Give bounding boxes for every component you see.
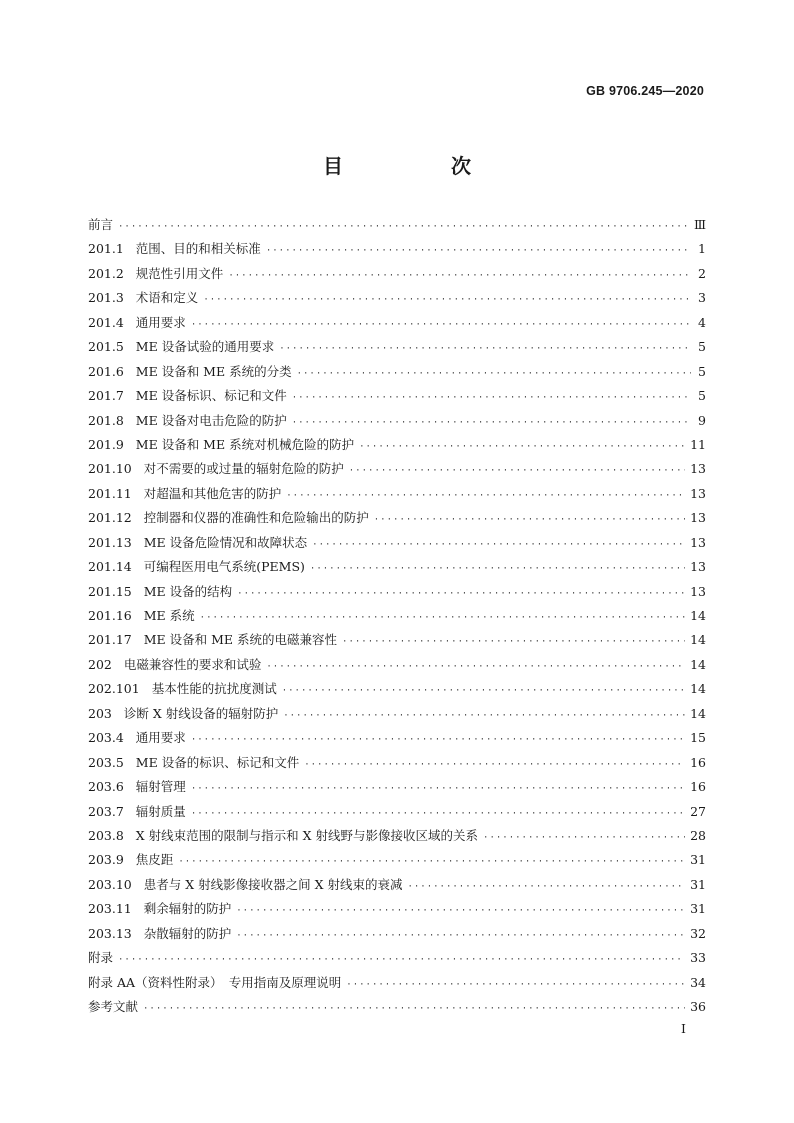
toc-entry[interactable] bbox=[88, 946, 706, 970]
toc-leader-dots bbox=[346, 973, 685, 997]
toc-entry-label bbox=[88, 897, 231, 921]
standard-code: GB 9706.245—2020 bbox=[586, 84, 704, 98]
toc-entry-label bbox=[88, 751, 299, 775]
toc-entry-title: X 射线束范围的限制与指示和 X 射线野与影像接收区域的关系 bbox=[135, 827, 479, 843]
toc-entry-page: 11 bbox=[690, 436, 706, 452]
toc-entry-title: 通用要求 bbox=[135, 314, 186, 330]
toc-entry[interactable] bbox=[88, 384, 706, 408]
toc-entry-title: 前言 bbox=[88, 217, 114, 232]
toc-entry-page: 32 bbox=[690, 925, 706, 941]
toc-entry-label bbox=[88, 726, 186, 750]
toc-entry-page: 5 bbox=[698, 339, 706, 355]
toc-leader-dots bbox=[228, 264, 691, 288]
toc-entry-label bbox=[88, 262, 223, 286]
toc-leader-dots bbox=[266, 239, 691, 263]
toc-entry-title: ME 设备危险情况和故障状态 bbox=[143, 534, 308, 550]
toc-entry-page: 13 bbox=[690, 510, 706, 526]
toc-entry[interactable] bbox=[88, 433, 706, 457]
toc-leader-dots bbox=[304, 753, 685, 777]
toc-entry-page: 16 bbox=[690, 779, 706, 795]
toc-leader-dots bbox=[203, 288, 691, 312]
toc-entry-label bbox=[88, 335, 274, 359]
toc-entry-number: 201.2 bbox=[88, 265, 124, 281]
toc-entry[interactable] bbox=[88, 922, 706, 946]
toc-entry-label bbox=[88, 286, 198, 310]
toc-entry-title: 患者与 X 射线影像接收器之间 X 射线束的衰减 bbox=[143, 876, 403, 892]
toc-leader-dots bbox=[342, 630, 685, 654]
toc-entry-title: 焦皮距 bbox=[135, 852, 174, 868]
toc-entry[interactable] bbox=[88, 726, 706, 750]
toc-leader-dots bbox=[292, 386, 691, 410]
toc-entry-title: 辐射管理 bbox=[135, 779, 186, 795]
toc-entry-page: 1 bbox=[698, 241, 706, 257]
toc-entry-page: 14 bbox=[690, 705, 706, 721]
toc-entry-number: 201.4 bbox=[88, 314, 124, 330]
toc-entry-page: 13 bbox=[690, 461, 706, 477]
toc-entry-number: 201.16 bbox=[88, 608, 132, 623]
toc-entry-page: 27 bbox=[690, 803, 706, 819]
toc-entry-label bbox=[88, 971, 341, 995]
toc-entry-title: 控制器和仪器的准确性和危险输出的防护 bbox=[143, 510, 369, 526]
toc-entry-title: 杂散辐射的防护 bbox=[143, 925, 232, 941]
toc-entry-number: 201.14 bbox=[88, 559, 132, 575]
toc-leader-dots bbox=[143, 997, 685, 1021]
toc-entry-page: 9 bbox=[698, 412, 706, 428]
toc-entry-page: 34 bbox=[690, 974, 706, 990]
toc-entry-label bbox=[88, 628, 337, 652]
toc-entry-title: ME 设备标识、标记和文件 bbox=[135, 388, 287, 404]
toc-entry-label bbox=[88, 922, 231, 946]
toc-leader-dots bbox=[236, 924, 685, 948]
toc-entry-number: 201.8 bbox=[88, 412, 124, 428]
toc-entry-title: ME 设备的标识、标记和文件 bbox=[135, 754, 300, 770]
toc-entry-number: 201.5 bbox=[88, 339, 124, 355]
toc-entry-title: 可编程医用电气系统(PEMS) bbox=[143, 559, 305, 575]
toc-leader-dots bbox=[297, 362, 691, 386]
toc-entry-title: 诊断 X 射线设备的辐射防护 bbox=[123, 705, 279, 721]
toc-leader-dots bbox=[310, 557, 685, 581]
toc-entry[interactable] bbox=[88, 702, 706, 726]
toc-entry[interactable] bbox=[88, 262, 706, 286]
toc-entry[interactable] bbox=[88, 848, 706, 872]
toc-entry-label bbox=[88, 506, 369, 530]
toc-entry-title: ME 设备的结构 bbox=[143, 583, 233, 599]
toc-entry-label bbox=[88, 555, 305, 579]
toc-entry-number: 201.12 bbox=[88, 510, 132, 526]
toc-entry-title: ME 设备和 ME 系统的分类 bbox=[135, 363, 292, 379]
toc-entry-label bbox=[88, 824, 478, 848]
toc-leader-dots bbox=[283, 704, 685, 728]
toc-entry[interactable] bbox=[88, 237, 706, 261]
toc-entry-label bbox=[88, 775, 186, 799]
toc-entry[interactable] bbox=[88, 677, 706, 701]
toc-entry-title: ME 设备对电击危险的防护 bbox=[135, 412, 287, 428]
toc-entry-label bbox=[88, 213, 113, 237]
toc-entry[interactable] bbox=[88, 335, 706, 359]
toc-entry-page: 5 bbox=[698, 388, 706, 404]
toc-entry-label bbox=[88, 702, 278, 726]
toc-entry[interactable] bbox=[88, 873, 706, 897]
toc-entry[interactable] bbox=[88, 457, 706, 481]
toc-entry-page: 14 bbox=[690, 608, 706, 623]
toc-entry[interactable] bbox=[88, 311, 706, 335]
toc-entry-label bbox=[88, 873, 402, 897]
toc-entry-number: 201.17 bbox=[88, 632, 132, 648]
toc-leader-dots bbox=[118, 948, 685, 972]
toc-entry-title: 基本性能的抗扰度测试 bbox=[151, 681, 277, 697]
toc-leader-dots bbox=[191, 802, 685, 826]
toc-leader-dots bbox=[191, 313, 691, 337]
toc-entry-title: ME 设备试验的通用要求 bbox=[135, 339, 275, 355]
toc-leader-dots bbox=[200, 606, 685, 630]
toc-leader-dots bbox=[374, 508, 685, 532]
toc-entry-label bbox=[88, 409, 287, 433]
toc-entry-label bbox=[88, 580, 232, 604]
toc-leader-dots bbox=[191, 777, 685, 801]
toc-entry[interactable] bbox=[88, 213, 706, 237]
toc-entry-label bbox=[88, 800, 186, 824]
toc-entry-title: 附录 AA（资料性附录） 专用指南及原理说明 bbox=[88, 974, 342, 990]
toc-entry[interactable] bbox=[88, 751, 706, 775]
toc-entry[interactable] bbox=[88, 555, 706, 579]
toc-entry[interactable] bbox=[88, 995, 706, 1019]
toc-entry-label bbox=[88, 311, 186, 335]
toc-leader-dots bbox=[178, 850, 685, 874]
toc-entry-page: 4 bbox=[698, 314, 706, 330]
toc-leader-dots bbox=[286, 484, 685, 508]
toc-entry-page: 36 bbox=[690, 999, 706, 1014]
toc-entry[interactable] bbox=[88, 628, 706, 652]
toc-leader-dots bbox=[282, 679, 685, 703]
toc-entry-page: 5 bbox=[698, 363, 706, 379]
toc-entry-number: 203.6 bbox=[88, 779, 124, 795]
toc-entry[interactable] bbox=[88, 531, 706, 555]
toc-entry-label bbox=[88, 360, 292, 384]
toc-entry[interactable] bbox=[88, 775, 706, 799]
toc-leader-dots bbox=[292, 411, 691, 435]
toc-entry-number: 203.10 bbox=[88, 876, 132, 892]
toc-entry-title: 附录 bbox=[88, 950, 114, 966]
toc-entry-title: 参考文献 bbox=[88, 999, 139, 1014]
toc-entry[interactable] bbox=[88, 286, 706, 310]
toc-entry-number: 203.8 bbox=[88, 827, 124, 843]
toc-leader-dots bbox=[237, 582, 685, 606]
toc-entry-page: 14 bbox=[690, 632, 706, 648]
toc-entry[interactable] bbox=[88, 824, 706, 848]
toc-entry-label bbox=[88, 384, 287, 408]
toc-entry-label bbox=[88, 653, 261, 677]
toc-entry-title: 术语和定义 bbox=[135, 290, 199, 306]
toc-entry-page: Ⅲ bbox=[693, 217, 706, 232]
toc-entry-number: 201.10 bbox=[88, 461, 132, 477]
toc-entry-number: 201.9 bbox=[88, 436, 124, 452]
toc-entry-label bbox=[88, 482, 281, 506]
toc-leader-dots bbox=[312, 533, 685, 557]
toc-leader-dots bbox=[483, 826, 685, 850]
toc-entry-number: 201.7 bbox=[88, 388, 124, 404]
toc-entry-number: 203 bbox=[88, 705, 112, 721]
toc-entry-number: 201.1 bbox=[88, 241, 124, 257]
toc-entry-page: 16 bbox=[690, 754, 706, 770]
toc-entry-number: 202 bbox=[88, 656, 112, 672]
toc-entry-page: 31 bbox=[690, 852, 706, 868]
toc-entry-label bbox=[88, 946, 113, 970]
toc-entry-page: 15 bbox=[690, 730, 706, 746]
toc-entry[interactable] bbox=[88, 653, 706, 677]
toc-leader-dots bbox=[191, 728, 685, 752]
toc-entry-number: 201.3 bbox=[88, 290, 124, 306]
toc-entry-label bbox=[88, 457, 344, 481]
toc-entry-label bbox=[88, 531, 307, 555]
toc-entry-label bbox=[88, 995, 138, 1019]
toc-entry-title: 对不需要的或过量的辐射危险的防护 bbox=[143, 461, 344, 477]
toc-entry-label bbox=[88, 848, 173, 872]
toc-entry-number: 203.11 bbox=[88, 901, 132, 917]
toc-entry-page: 28 bbox=[690, 827, 706, 843]
toc-entry-number: 201.13 bbox=[88, 534, 132, 550]
toc-entry-page: 31 bbox=[690, 901, 706, 917]
toc-entry[interactable] bbox=[88, 580, 706, 604]
toc-leader-dots bbox=[266, 655, 685, 679]
toc-entry[interactable] bbox=[88, 971, 706, 995]
toc-entry[interactable] bbox=[88, 800, 706, 824]
toc-entry-number: 203.7 bbox=[88, 803, 124, 819]
toc-entry[interactable] bbox=[88, 506, 706, 530]
toc-entry-page: 31 bbox=[690, 876, 706, 892]
toc-entry[interactable] bbox=[88, 604, 706, 628]
toc-entry-label bbox=[88, 677, 277, 701]
toc-entry-title: 电磁兼容性的要求和试验 bbox=[123, 656, 262, 672]
toc-entry-page: 13 bbox=[690, 559, 706, 575]
toc-entry-number: 203.5 bbox=[88, 754, 124, 770]
toc-entry-title: ME 设备和 ME 系统对机械危险的防护 bbox=[135, 436, 355, 452]
toc-entry-number: 201.11 bbox=[88, 485, 132, 501]
toc-entry-page: 13 bbox=[690, 485, 706, 501]
toc-entry-label bbox=[88, 237, 261, 261]
toc-entry[interactable] bbox=[88, 360, 706, 384]
toc-leader-dots bbox=[359, 435, 685, 459]
toc-entry-title: 通用要求 bbox=[135, 730, 186, 746]
toc-entry-page: 13 bbox=[690, 583, 706, 599]
toc-entry-page: 14 bbox=[690, 656, 706, 672]
toc-entry-number: 203.4 bbox=[88, 730, 124, 746]
toc-leader-dots bbox=[349, 459, 685, 483]
toc-entry-number: 201.15 bbox=[88, 583, 132, 599]
toc-entry-number: 203.13 bbox=[88, 925, 132, 941]
toc-entry-number: 202.101 bbox=[88, 681, 140, 697]
toc-leader-dots bbox=[279, 337, 691, 361]
toc-leader-dots bbox=[407, 875, 685, 899]
toc-entry-title: 剩余辐射的防护 bbox=[143, 901, 232, 917]
toc-leader-dots bbox=[236, 899, 685, 923]
toc-entry-label bbox=[88, 604, 195, 628]
toc-entry-number: 201.6 bbox=[88, 363, 124, 379]
toc-entry-title: ME 系统 bbox=[143, 608, 195, 623]
toc-leader-dots bbox=[118, 215, 689, 239]
toc-entry-title: 范围、目的和相关标准 bbox=[135, 241, 261, 257]
page-title: 目 次 bbox=[323, 154, 515, 178]
table-of-contents bbox=[88, 213, 706, 1019]
toc-entry-page: 13 bbox=[690, 534, 706, 550]
toc-entry-page: 14 bbox=[690, 681, 706, 697]
toc-entry-number: 203.9 bbox=[88, 852, 124, 868]
page-number: Ⅰ bbox=[681, 1021, 686, 1036]
toc-entry-title: 辐射质量 bbox=[135, 803, 186, 819]
toc-entry-title: 对超温和其他危害的防护 bbox=[143, 485, 282, 501]
toc-entry-title: ME 设备和 ME 系统的电磁兼容性 bbox=[143, 632, 338, 648]
toc-entry-page: 33 bbox=[690, 950, 706, 966]
toc-entry[interactable] bbox=[88, 409, 706, 433]
toc-entry-page: 2 bbox=[698, 265, 706, 281]
toc-entry[interactable] bbox=[88, 897, 706, 921]
toc-entry-label bbox=[88, 433, 354, 457]
toc-entry-title: 规范性引用文件 bbox=[135, 265, 224, 281]
toc-entry-page: 3 bbox=[698, 290, 706, 306]
toc-entry[interactable] bbox=[88, 482, 706, 506]
